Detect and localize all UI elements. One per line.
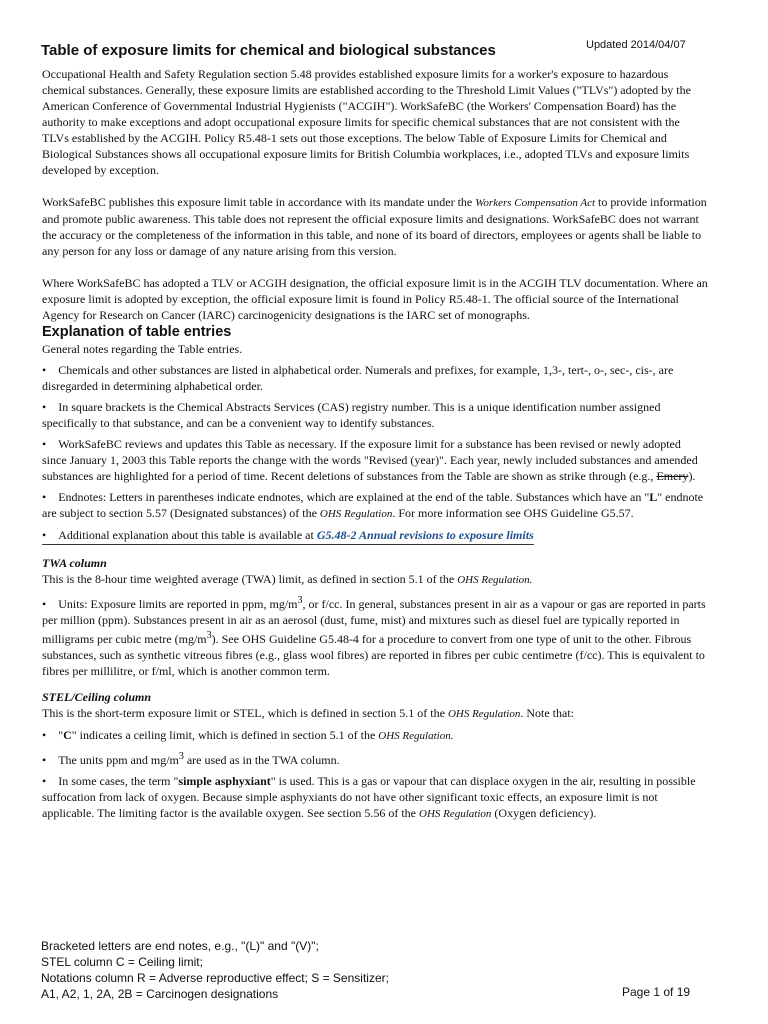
stel-units-text-b: are used as in the TWA column. [183, 753, 340, 767]
document-body [42, 66, 708, 822]
units-text-c: ). See OHS Guideline G5.48-4 for a procedure to convert from one type of unit to the other. Fibrous substances, such as synthetic vitreous fibres (e.g., glass wool fibres) are reported in fibres per cubic centimetre (f/cc). This is equivalent to fibres per millilitre, or f/ml, which is another common term. [42, 632, 705, 678]
ceiling-c: C [63, 728, 72, 742]
ohs-regulation-ref: OHS Regulation. [378, 730, 454, 742]
superscript-3: 3 [178, 751, 184, 762]
stel-desc-text: This is the short-term exposure limit or STEL, which is defined in section 5.1 of the [42, 706, 445, 720]
bullet-dot: • [42, 597, 47, 611]
intro-p2-text-a: WorkSafeBC publishes this exposure limit table in accordance with its mandate under the [42, 195, 473, 209]
superscript-3: 3 [206, 630, 212, 641]
ohs-regulation-ref: OHS Regulation. [457, 574, 533, 586]
bullet-dot: • [42, 728, 47, 742]
twa-heading: TWA column [42, 556, 107, 570]
units-text-a: Units: Exposure limits are reported in ppm, mg/m [58, 597, 298, 611]
general-notes: General notes regarding the Table entries. [42, 342, 243, 356]
footer-line-4: A1, A2, 1, 2A, 2B = Carcinogen designations [41, 987, 279, 1001]
ohs-regulation-ref: OHS Regulation [419, 808, 492, 820]
stel-description [42, 705, 708, 722]
bullet-additional [42, 527, 708, 545]
intro-paragraph-3: Where WorkSafeBC has adopted a TLV or ACGIH designation, the official exposure limit is in the ACGIH TLV documentation. Where an exposure limit is adopted by exception, the official exposure limit is found in Policy R5.48-1. The official source of the International Agency for Research on Cancer (IARC) carcinogenicity designations is the IARC set of monographs. [42, 276, 708, 322]
intro-paragraph-2 [42, 194, 708, 259]
page-number: Page 1 of 19 [622, 985, 691, 999]
superscript-3: 3 [297, 595, 303, 606]
ceiling-text-a: " [58, 728, 64, 742]
bullet-text: Additional explanation about this table is available at [58, 528, 314, 542]
footer-line-1: Bracketed letters are end notes, e.g., "(L)" and "(V)"; [41, 939, 319, 953]
bullet-text-end: . For more information see OHS Guideline G5.57. [392, 506, 634, 520]
explanation-heading: Explanation of table entries [42, 324, 232, 340]
ceiling-text-b: " indicates a ceiling limit, which is defined in section 5.1 of the [71, 728, 376, 742]
footer-line-2: STEL column C = Ceiling limit; [41, 955, 203, 969]
footer-notes [41, 938, 389, 1002]
bullet-dot: • [42, 437, 47, 451]
asphyxiant-text-c: (Oxygen deficiency). [494, 806, 597, 820]
bullet-units [42, 593, 708, 679]
bullet-ceiling [42, 727, 708, 744]
twa-description [42, 571, 708, 588]
asphyxiant-text-b: " is used. This is a gas or vapour that can displace oxygen in the air, resulting in possible suffocation from lack of oxygen. Because simple asphyxiants do not have other significant toxic effects, an exposure limit is not applicable. The limiting factor is the available oxygen. See section 5.56 of the [42, 774, 696, 820]
bullet-dot: • [42, 774, 47, 788]
ohs-regulation-ref: OHS Regulation [447, 708, 521, 720]
bullet-text: In square brackets is the Chemical Abstracts Services (CAS) registry number. This is a unique identification number assigned specifically to that substance, and can be a convenient way to identify substances. [42, 400, 661, 430]
additional-row [42, 527, 534, 545]
bullet-cas [42, 399, 708, 431]
bullet-endnotes [42, 489, 708, 522]
workers-compensation-act: Workers Compensation Act [475, 197, 596, 209]
intro-p2-text-b: to provide information and promote public awareness. This table does not represent the official exposure limits and designations. WorkSafeBC does not warrant the accuracy or the completeness of the information in this table, and none of its board of directors, employees or agents shall be liable to any person for any loss or damage of any nature arising from this version. [42, 195, 707, 258]
bullet-dot: • [42, 753, 47, 767]
bullet-text: Endnotes: Letters in parentheses indicate endnotes, which are explained at the end of the table. Substances which have an " [58, 490, 650, 504]
bullet-alphabetical [42, 362, 708, 394]
bullet-text-mid: " endnote are subject to section 5.57 (Designated substances) of the [42, 490, 704, 520]
simple-asphyxiant-term: simple asphyxiant [178, 774, 271, 788]
twa-desc-text: This is the 8-hour time weighted average (TWA) limit, as defined in section 5.1 of the [42, 572, 455, 586]
bullet-dot: • [42, 490, 47, 504]
bullet-asphyxiant [42, 773, 708, 822]
bullet-text: Chemicals and other substances are listed in alphabetical order. Numerals and prefixes, for example, 1,3-, tert-, o-, sec-, cis-, are disregarded in determining alphabetical order. [42, 363, 674, 393]
stel-units-text-a: The units ppm and mg/m [58, 753, 179, 767]
asphyxiant-text-a: In some cases, the term " [58, 774, 179, 788]
g5-48-2-link[interactable]: G5.48-2 Annual revisions to exposure limits [316, 528, 534, 542]
bullet-dot: • [42, 528, 47, 542]
intro-paragraph-1: Occupational Health and Safety Regulation section 5.48 provides established exposure limits for a worker's exposure to hazardous chemical substances. Generally, these exposure limits are established according to the Threshold Limit Values ("TLVs") adopted by the American Conference of Governmental Industrial Hygienists ("ACGIH"). WorkSafeBC (the Workers' Compensation Board) has the authority to make exceptions and adopt occupational exposure limits for specific chemical substances that are not consistent with the TLVs established by the ACGIH. Policy R5.48-1 sets out those exceptions. The below Table of Exposure Limits for Chemical and Biological Substances shows all occupational exposure limits for British Columbia workplaces, i.e., adopted TLVs and exposure limits developed by exception. [42, 67, 691, 177]
page-title: Table of exposure limits for chemical and biological substances [41, 42, 496, 59]
units-text-b: , or f/cc. In general, substances present in air as a vapour or gas are reported in parts per million (ppm). Substances present in air as an aerosol (dust, fume, mist) and mixtures such as diesel fuel are typically reported in milligrams per cubic metre (mg/m [42, 597, 706, 646]
endnote-l: L [649, 490, 658, 504]
bullet-stel-units [42, 749, 708, 768]
bullet-revisions [42, 436, 708, 484]
bullet-dot: • [42, 400, 47, 414]
ohs-regulation-ref: OHS Regulation [319, 508, 393, 520]
bullet-dot: • [42, 363, 47, 377]
bullet-text: WorkSafeBC reviews and updates this Table as necessary. If the exposure limit for a substance has been revised or newly adopted since January 1, 2003 this Table reports the change with the words "Revised (year)". Each year, newly included substances and amended substances are highlighted for a period of time. Recent deletions of substances from the Table are shown as strike through (e.g., [42, 437, 698, 483]
stel-desc-end: . Note that: [520, 706, 575, 720]
stel-heading: STEL/Ceiling column [42, 690, 152, 704]
bullet-text-end: ). [688, 469, 696, 483]
strike-example: Emery [656, 469, 689, 483]
footer-line-3: Notations column R = Adverse reproductive effect; S = Sensitizer; [41, 971, 389, 985]
updated-date: Updated 2014/04/07 [586, 39, 686, 51]
